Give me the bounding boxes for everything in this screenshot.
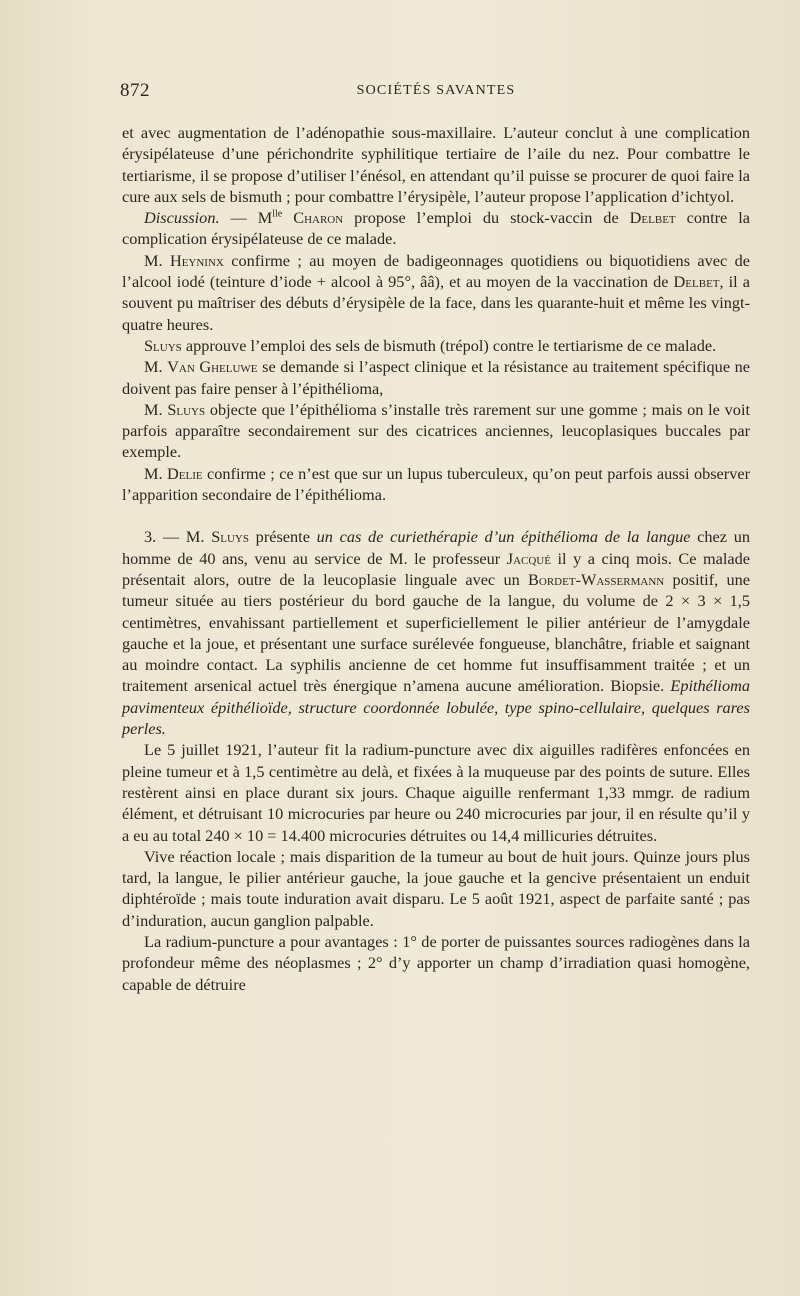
author-sluys-2: Sluys (167, 399, 206, 419)
sluys-2-pre: M. (144, 399, 168, 419)
case-3-mid4: positif, une tumeur située au tiers postérieur du bord gauche de la langue, du volume de 2 × 3 × 1,5 centimètres, envahissant partiellement et superficiellement le pilier antérieur de l’amygdale gauche et la joue, et présentant une surface surélevée fongueuse, blanchâtre, friable et saignant au moindre contact. La syphilis ancienne de cet homme fut insuffisamment traitée ; et un traitement arsenical actuel très énergique n’amena aucune amélioration. Biopsie. (122, 569, 751, 696)
van-gheluwe-pre: M. (144, 357, 168, 377)
paragraph-heyninx (122, 250, 750, 335)
paragraph-delie (122, 463, 750, 506)
case-3-diagnosis: Epithélioma pavimenteux épithélioïde, structure coordonnée lobulée, type spino-cellulaire, quelques rares perles. (122, 676, 750, 739)
case-3-mid3: il y a cinq mois. Ce malade présentait alors, outre de la leucoplasie linguale avec un (122, 548, 751, 589)
paragraph-sluys-1 (122, 335, 750, 356)
van-gheluwe-text: se demande si l’aspect clinique et la résistance au traitement spécifique ne doivent pas faire penser à l’épithélioma, (122, 357, 750, 398)
running-head (120, 80, 752, 104)
paragraph-1-text: et avec augmentation de l’adénopathie sous-maxillaire. L’auteur conclut à une complication érysipélateuse d’une périchondrite syphilitique tertiaire de l’aile du nez. Pour combattre le tertiarisme, il se propose d’utiliser l’énésol, en attendant qu’il puisse se procurer de quoi faire la cure aux sels de bismuth ; pour combattre l’érysipèle, l’auteur propose l’application d’ichtyol. (122, 123, 750, 206)
discussion-label: Discussion. (144, 208, 220, 228)
author-van-gheluwe: Van Gheluwe (167, 357, 258, 377)
sluys-2-text: objecte que l’épithélioma s’installe très rarement sur une gomme ; mais on le voit parfois apparaître secondairement sur des cicatrices anciennes, leucoplasiques buccales par exemple. (122, 399, 750, 462)
author-jacque: Jacqué (506, 548, 551, 568)
paragraph-advantages (122, 931, 750, 995)
body-text (122, 122, 750, 995)
author-charon: Charon (282, 208, 344, 228)
paragraph-reaction (122, 846, 750, 931)
paragraph-1 (122, 122, 750, 207)
heyninx-pre: M. (144, 250, 170, 270)
case-3-pre: 3. — M. (144, 527, 212, 547)
delie-pre: M. (144, 463, 167, 483)
delie-text: confirme ; ce n’est que sur un lupus tuberculeux, qu’on peut parfois aussi observer l’apparition secondaire de l’épithélioma. (122, 463, 750, 505)
reaction-text: Vive réaction locale ; mais disparition de la tumeur au bout de huit jours. Quinze jours plus tard, la langue, le pilier antérieur gauche, la joue gauche et la gencive présentaient un enduit diphtéroïde ; mais toute induration avait disparu. Le 5 août 1921, aspect de parfaite santé ; pas d’induration, aucun ganglion palpable. (122, 846, 750, 930)
discussion-sup: lle (272, 208, 283, 220)
author-delbet: Delbet (629, 208, 676, 228)
author-delbet-2: Delbet (673, 272, 720, 292)
paragraph-radium-puncture (122, 739, 750, 845)
case-3-mid2: chez un homme de 40 ans, venu au service de M. le professeur (122, 527, 750, 568)
paragraph-case-3 (122, 526, 750, 739)
paragraph-discussion (122, 207, 750, 250)
paragraph-van-gheluwe (122, 356, 750, 399)
case-3-mid1: présente (248, 527, 317, 547)
heyninx-mid: confirme ; au moyen de badigeonnages quotidiens ou biquotidiens avec de l’alcool iodé (teinture d’iode + alcool à 95°, ââ), et au moyen de la vaccination de (122, 250, 750, 292)
radium-puncture-text: Le 5 juillet 1921, l’auteur fit la radium-puncture avec dix aiguilles radifères enfoncées en pleine tumeur et à 1,5 centimètre au delà, et fixées à la muqueuse par des points de suture. Elles restèrent ainsi en place durant six jours. Chaque aiguille renfermant 1,33 mmgr. de radium élément, et détruisant 10 microcuries par heure ou 240 microcuries par jour, il en résulte qu’il y a eu au total 240 × 10 = 14.400 microcuries détruites ou 14,4 millicuries détruites. (122, 740, 750, 845)
page-number: 872 (120, 80, 150, 101)
author-sluys-3: Sluys (211, 527, 249, 547)
advantages-text: La radium-puncture a pour avantages : 1° de porter de puissantes sources radiogènes dans la profondeur même des néoplasmes ; 2° d’y apporter un champ d’irradiation quasi homogène, capable de détruire (122, 931, 750, 994)
section-title: SOCIÉTÉS SAVANTES (356, 83, 516, 98)
paragraph-sluys-2 (122, 399, 750, 463)
heyninx-end: , il a souvent pu maîtriser des débuts d’érysipèle de la face, dans les quarante-huit et même les vingt-quatre heures. (122, 272, 750, 334)
author-sluys: Sluys (144, 335, 182, 355)
discussion-dash: — M (219, 208, 273, 228)
author-heyninx: Heyninx (169, 250, 224, 270)
discussion-end: contre la complication érysipélateuse de ce malade. (122, 208, 751, 249)
author-delie: Delie (167, 463, 203, 483)
section-gap (122, 505, 750, 526)
case-3-title: un cas de curiethérapie d’un épithélioma de la langue (316, 527, 691, 547)
bordet-wassermann: Bordet-Wassermann (528, 569, 665, 589)
discussion-mid: propose l’emploi du stock-vaccin de (343, 208, 630, 228)
sluys-1-text: approuve l’emploi des sels de bismuth (trépol) contre le tertiarisme de ce malade. (181, 335, 717, 355)
